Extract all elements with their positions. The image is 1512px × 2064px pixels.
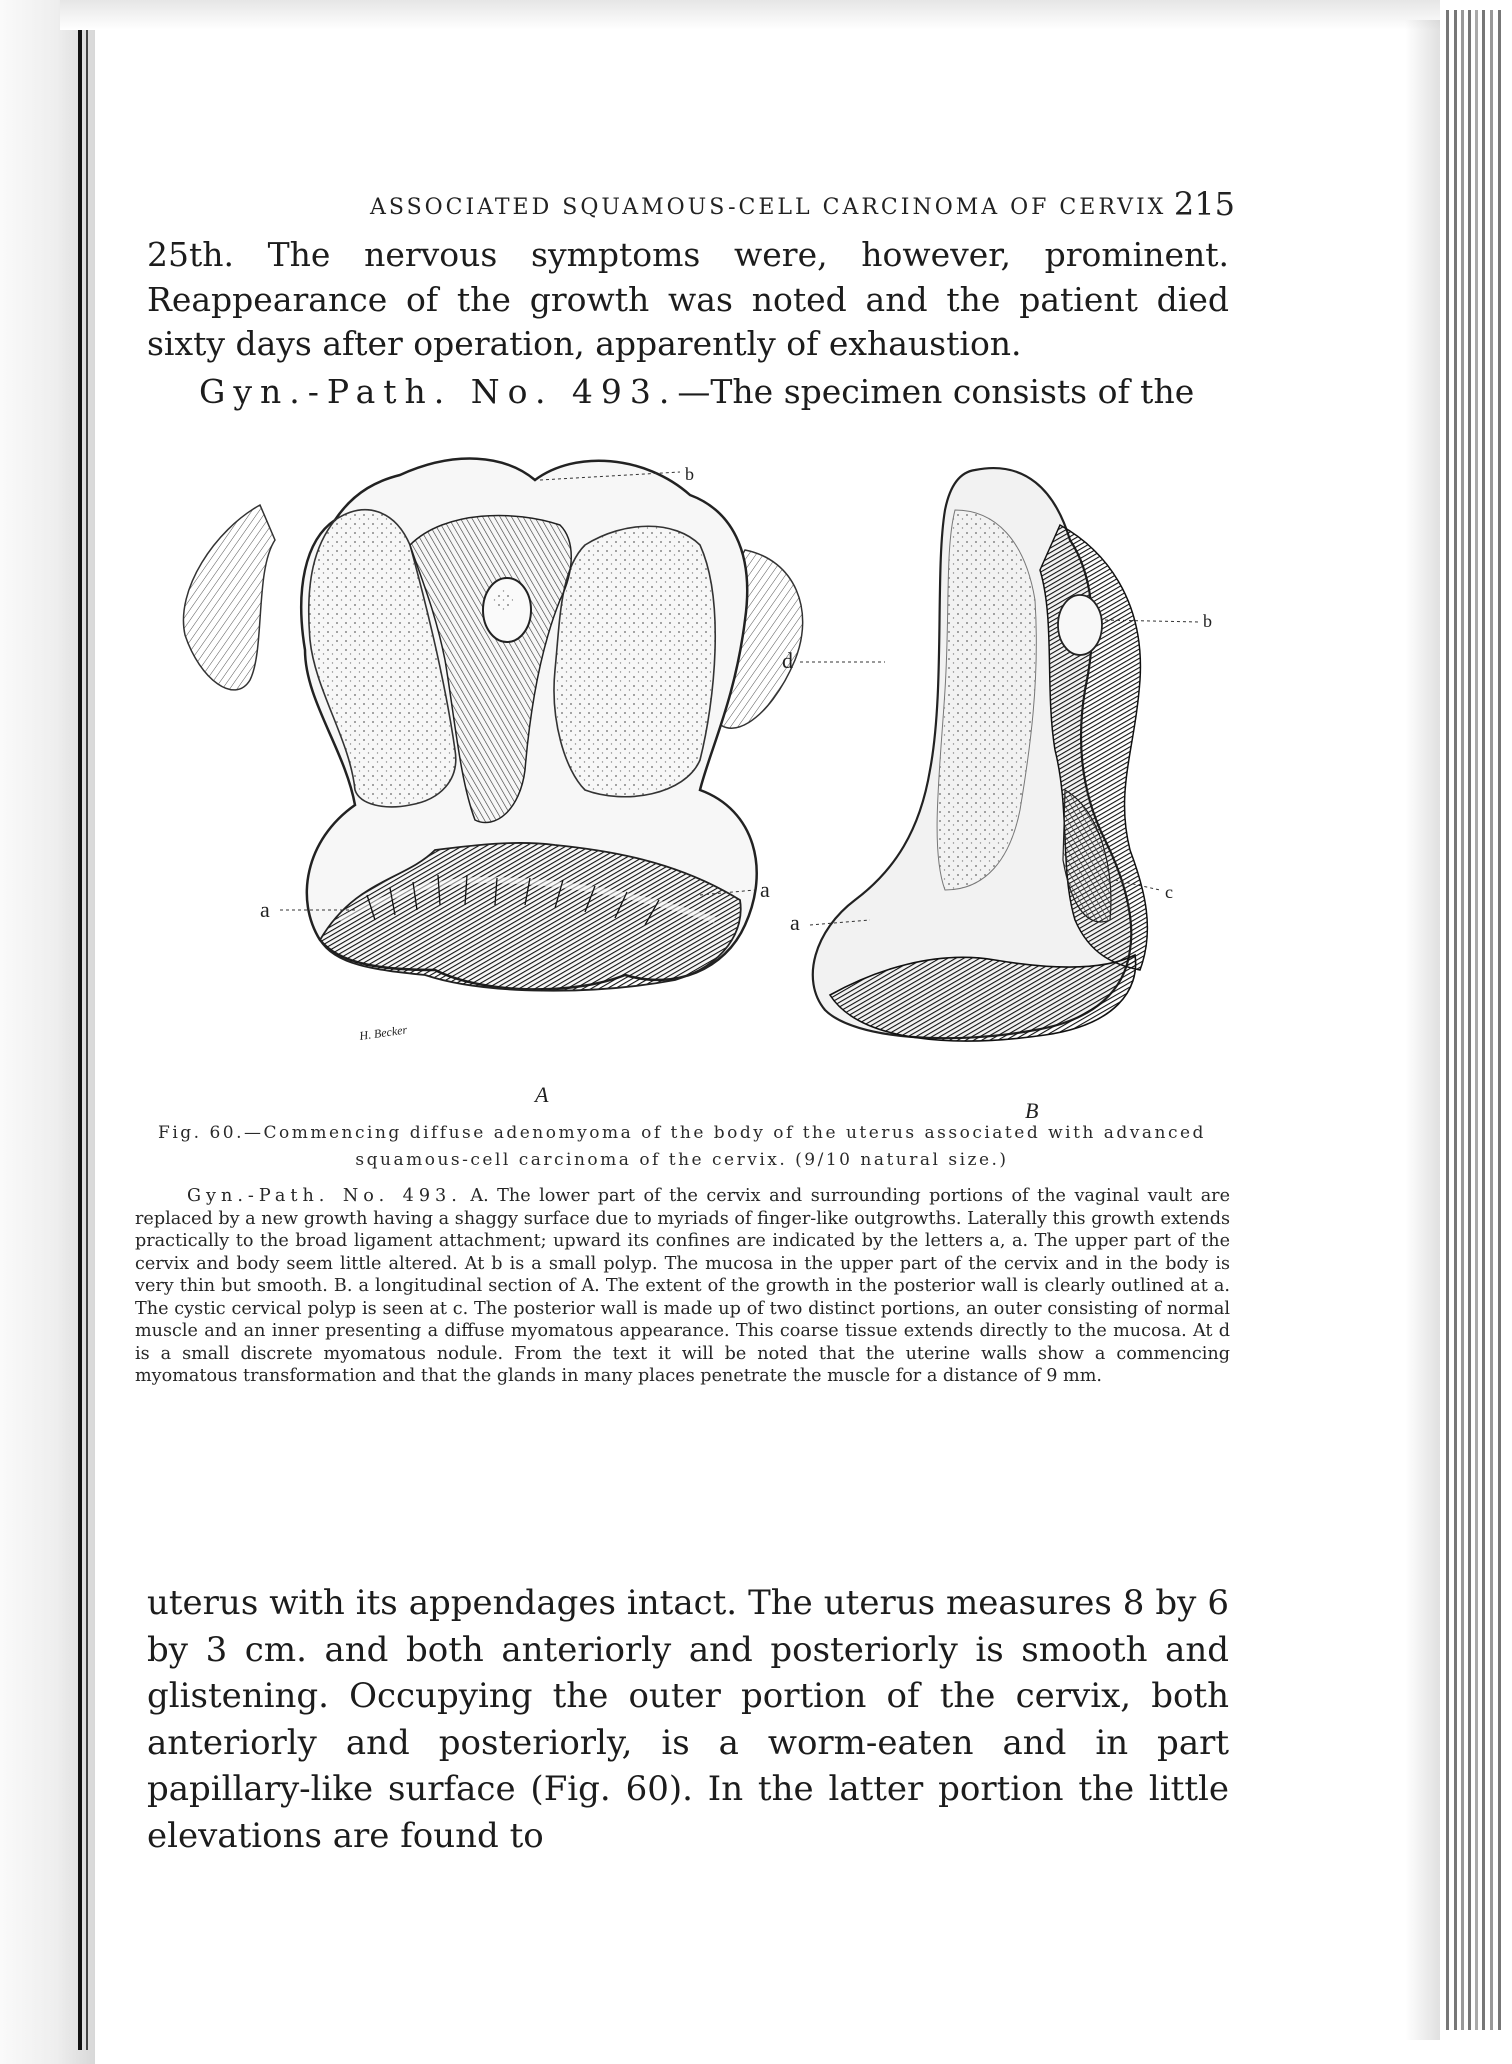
figure-60 (155, 450, 1240, 1123)
figure-caption-title (133, 1120, 1231, 1174)
label-c: c (1165, 882, 1173, 902)
paragraph-2: Gyn.-Path. No. 493.—The specimen consists of the (199, 371, 1195, 411)
label-a-left-1: a (260, 897, 270, 922)
artist-signature: H. Becker (358, 1022, 408, 1043)
caption-scale-fraction: (9/10 (795, 1150, 853, 1170)
caption-lead: Gyn.-Path. No. 493. (187, 1186, 462, 1206)
label-a-right: a (790, 910, 800, 935)
page-edge-shadow (1405, 20, 1440, 2040)
panel-a-label: A (535, 1082, 549, 1107)
running-head: ASSOCIATED SQUAMOUS-CELL CARCINOMA OF CERVIX (370, 195, 1167, 220)
panel-b-drawing (800, 468, 1200, 1041)
caption-body-text: A. The lower part of the cervix and surrounding portions of the vaginal vault are replaced by a new growth having a shaggy surface due to myriads of finger-like outgrowths. Laterally this growth extends practically to the broad ligament attachment; upward its confines are indicated by the letters a, a. The upper part of the cervix and body seem little altered. At b is a small polyp. The mucosa in the upper part of the cervix and in the body is very thin but smooth. B. a longitudinal section of A. The extent of the growth in the posterior wall is clearly outlined at a. The cystic cervical polyp is seen at c. The posterior wall is made up of two distinct portions, an outer consisting of normal muscle and an inner presenting a diffuse myomatous appearance. This coarse tissue extends directly to the mucosa. At d is a small discrete myomatous nodule. From the text it will be noted that the uterine walls show a commencing myomatous transformation and that the glands in many places penetrate the muscle for a distance of 9 mm. (135, 1186, 1231, 1386)
paragraph-1: 25th. The nervous symptoms were, however, prominent. Reappearance of the growth was noted and the patient died sixty days after operation, apparently of exhaustion. (147, 235, 1229, 363)
specimen-reference: Gyn.-Path. No. 493. (199, 371, 678, 411)
caption-title-text: Fig. 60.—Commencing diffuse adenomyoma of the body of the uterus associated with advanced squamous-cell carcinoma of the cervix. (158, 1123, 1206, 1170)
panel-a-drawing (183, 459, 802, 991)
top-paragraphs (147, 233, 1229, 414)
label-a-left-2: a (760, 877, 770, 902)
label-b-left: b (685, 464, 694, 484)
figure-caption-body (135, 1185, 1230, 1388)
panel-b-label: B (1025, 1098, 1039, 1123)
specimen-illustration (155, 450, 1240, 1123)
bottom-paragraph (147, 1580, 1229, 1859)
page-header (275, 185, 1235, 231)
top-page-shadow (60, 0, 1440, 30)
page-number: 215 (1173, 185, 1235, 223)
paragraph-3: uterus with its appendages intact. The uterus measures 8 by 6 by 3 cm. and both anteriorly and posteriorly is smooth and glistening. Occupying the outer portion of the cervix, both anteriorly and posteriorly, is a worm-eaten and in part papillary-like surface (Fig. 60). In the latter portion the little elevations are found to (147, 1583, 1229, 1856)
label-b-right: b (1203, 611, 1212, 631)
binding-line-inner (86, 20, 88, 2050)
label-d: d (782, 648, 793, 673)
page-stack-edges (1440, 0, 1512, 2064)
caption-scale-rest: natural size.) (860, 1150, 1009, 1170)
binding-line (78, 20, 82, 2050)
